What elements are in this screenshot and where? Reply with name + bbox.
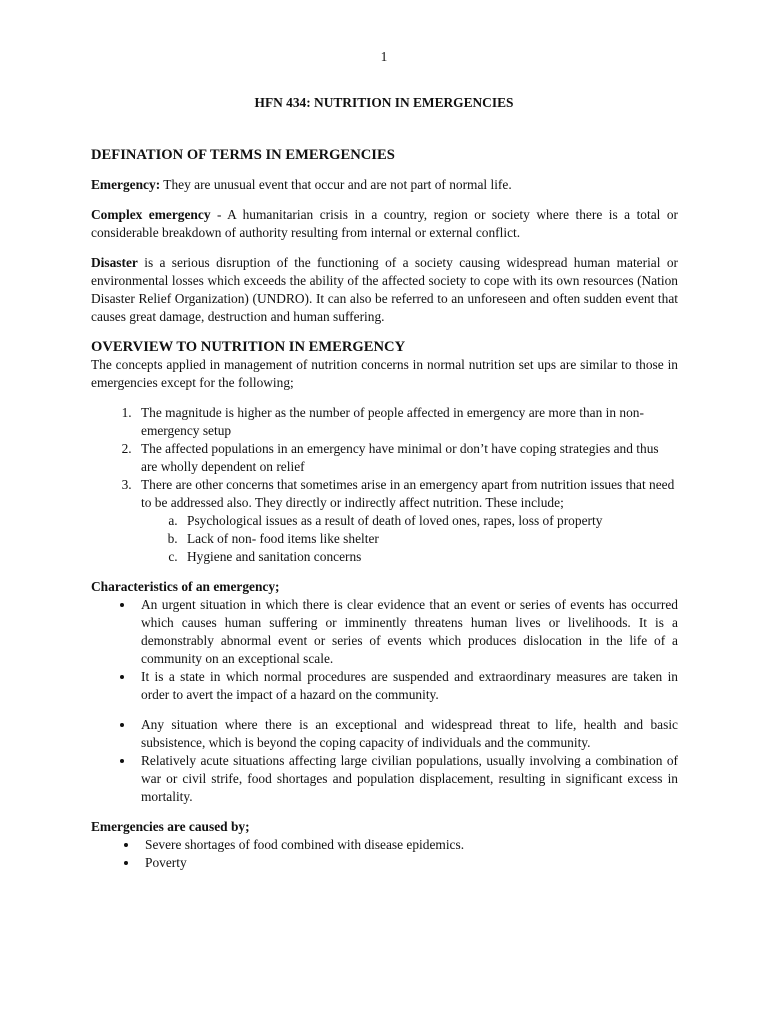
causes-list [91,836,678,872]
list-item: • Any situation where there is an exceptional and widespread threat to life, health and basic subsistence, which is beyond the coping capacity of individuals and the community. [135,716,678,752]
list-item: 2. The affected populations in an emergency have minimal or don’t have coping strategies and thus are wholly dependent on relief [135,440,678,476]
overview-intro: The concepts applied in management of nutrition concerns in normal nutrition set ups are similar to those in emergencies except for the following; [91,357,678,390]
definition-term: Complex emergency [91,207,211,222]
causes-heading: Emergencies are caused by; [91,819,250,834]
document-body [91,146,678,872]
definition-text: is a serious disruption of the functioning of a society causing widespread human material or environmental losses which exceeds the ability of the affected society to cope with its own resources (Nation Disaster Relief Organization) (UNDRO). It can also be referred to an unforeseen and often sudden event that causes great damage, destruction and human suffering. [91,255,678,324]
overview-heading: OVERVIEW TO NUTRITION IN EMERGENCY [91,339,406,355]
definition-complex-emergency [91,206,678,242]
list-item: 3. There are other concerns that sometimes arise in an emergency apart from nutrition issues that need to be addressed also. They directly or indirectly affect nutrition. These include; a. Psychological issues as a result of death of loved ones, rapes, loss of property b. Lack of non- food items like shelter c. Hygiene and sanitation concerns [135,476,678,566]
characteristics-list [91,596,678,704]
page-number: 1 [380,49,388,64]
list-item: • Severe shortages of food combined with disease epidemics. [139,836,678,854]
list-item: • Poverty [139,854,678,872]
overview-sublist [141,512,678,566]
definition-disaster [91,254,678,326]
definition-term: Emergency: [91,177,161,192]
characteristics-list-continued [91,716,678,806]
overview-list [91,404,678,566]
characteristics-heading: Characteristics of an emergency; [91,579,280,594]
definition-term: Disaster [91,255,138,270]
list-item: • Relatively acute situations affecting large civilian populations, usually involving a combination of war or civil strife, food shortages and population displacement, resulting in significant excess in mortality. [135,752,678,806]
list-item: • It is a state in which normal procedures are suspended and extraordinary measures are taken in order to avert the impact of a hazard on the community. [135,668,678,704]
definition-text: - A humanitarian crisis in a country, region or society where there is a total or considerable breakdown of authority resulting from internal or external conflict. [91,207,678,240]
list-item: b. Lack of non- food items like shelter [181,530,678,548]
definition-text: They are unusual event that occur and are not part of normal life. [160,177,512,192]
list-item: • An urgent situation in which there is clear evidence that an event or series of events has occurred which causes human suffering or imminently threatens human lives or livelihoods. It is a demonstrably abnormal event or series of events which produces dislocation in the life of a community on an exceptional scale. [135,596,678,668]
definitions-heading: DEFINATION OF TERMS IN EMERGENCIES [91,147,395,163]
definition-emergency [91,176,678,194]
list-item: 1. The magnitude is higher as the number of people affected in emergency are more than in non-emergency setup [135,404,678,440]
list-item: a. Psychological issues as a result of death of loved ones, rapes, loss of property [181,512,678,530]
list-item: c. Hygiene and sanitation concerns [181,548,678,566]
course-title: HFN 434: NUTRITION IN EMERGENCIES [254,95,514,110]
